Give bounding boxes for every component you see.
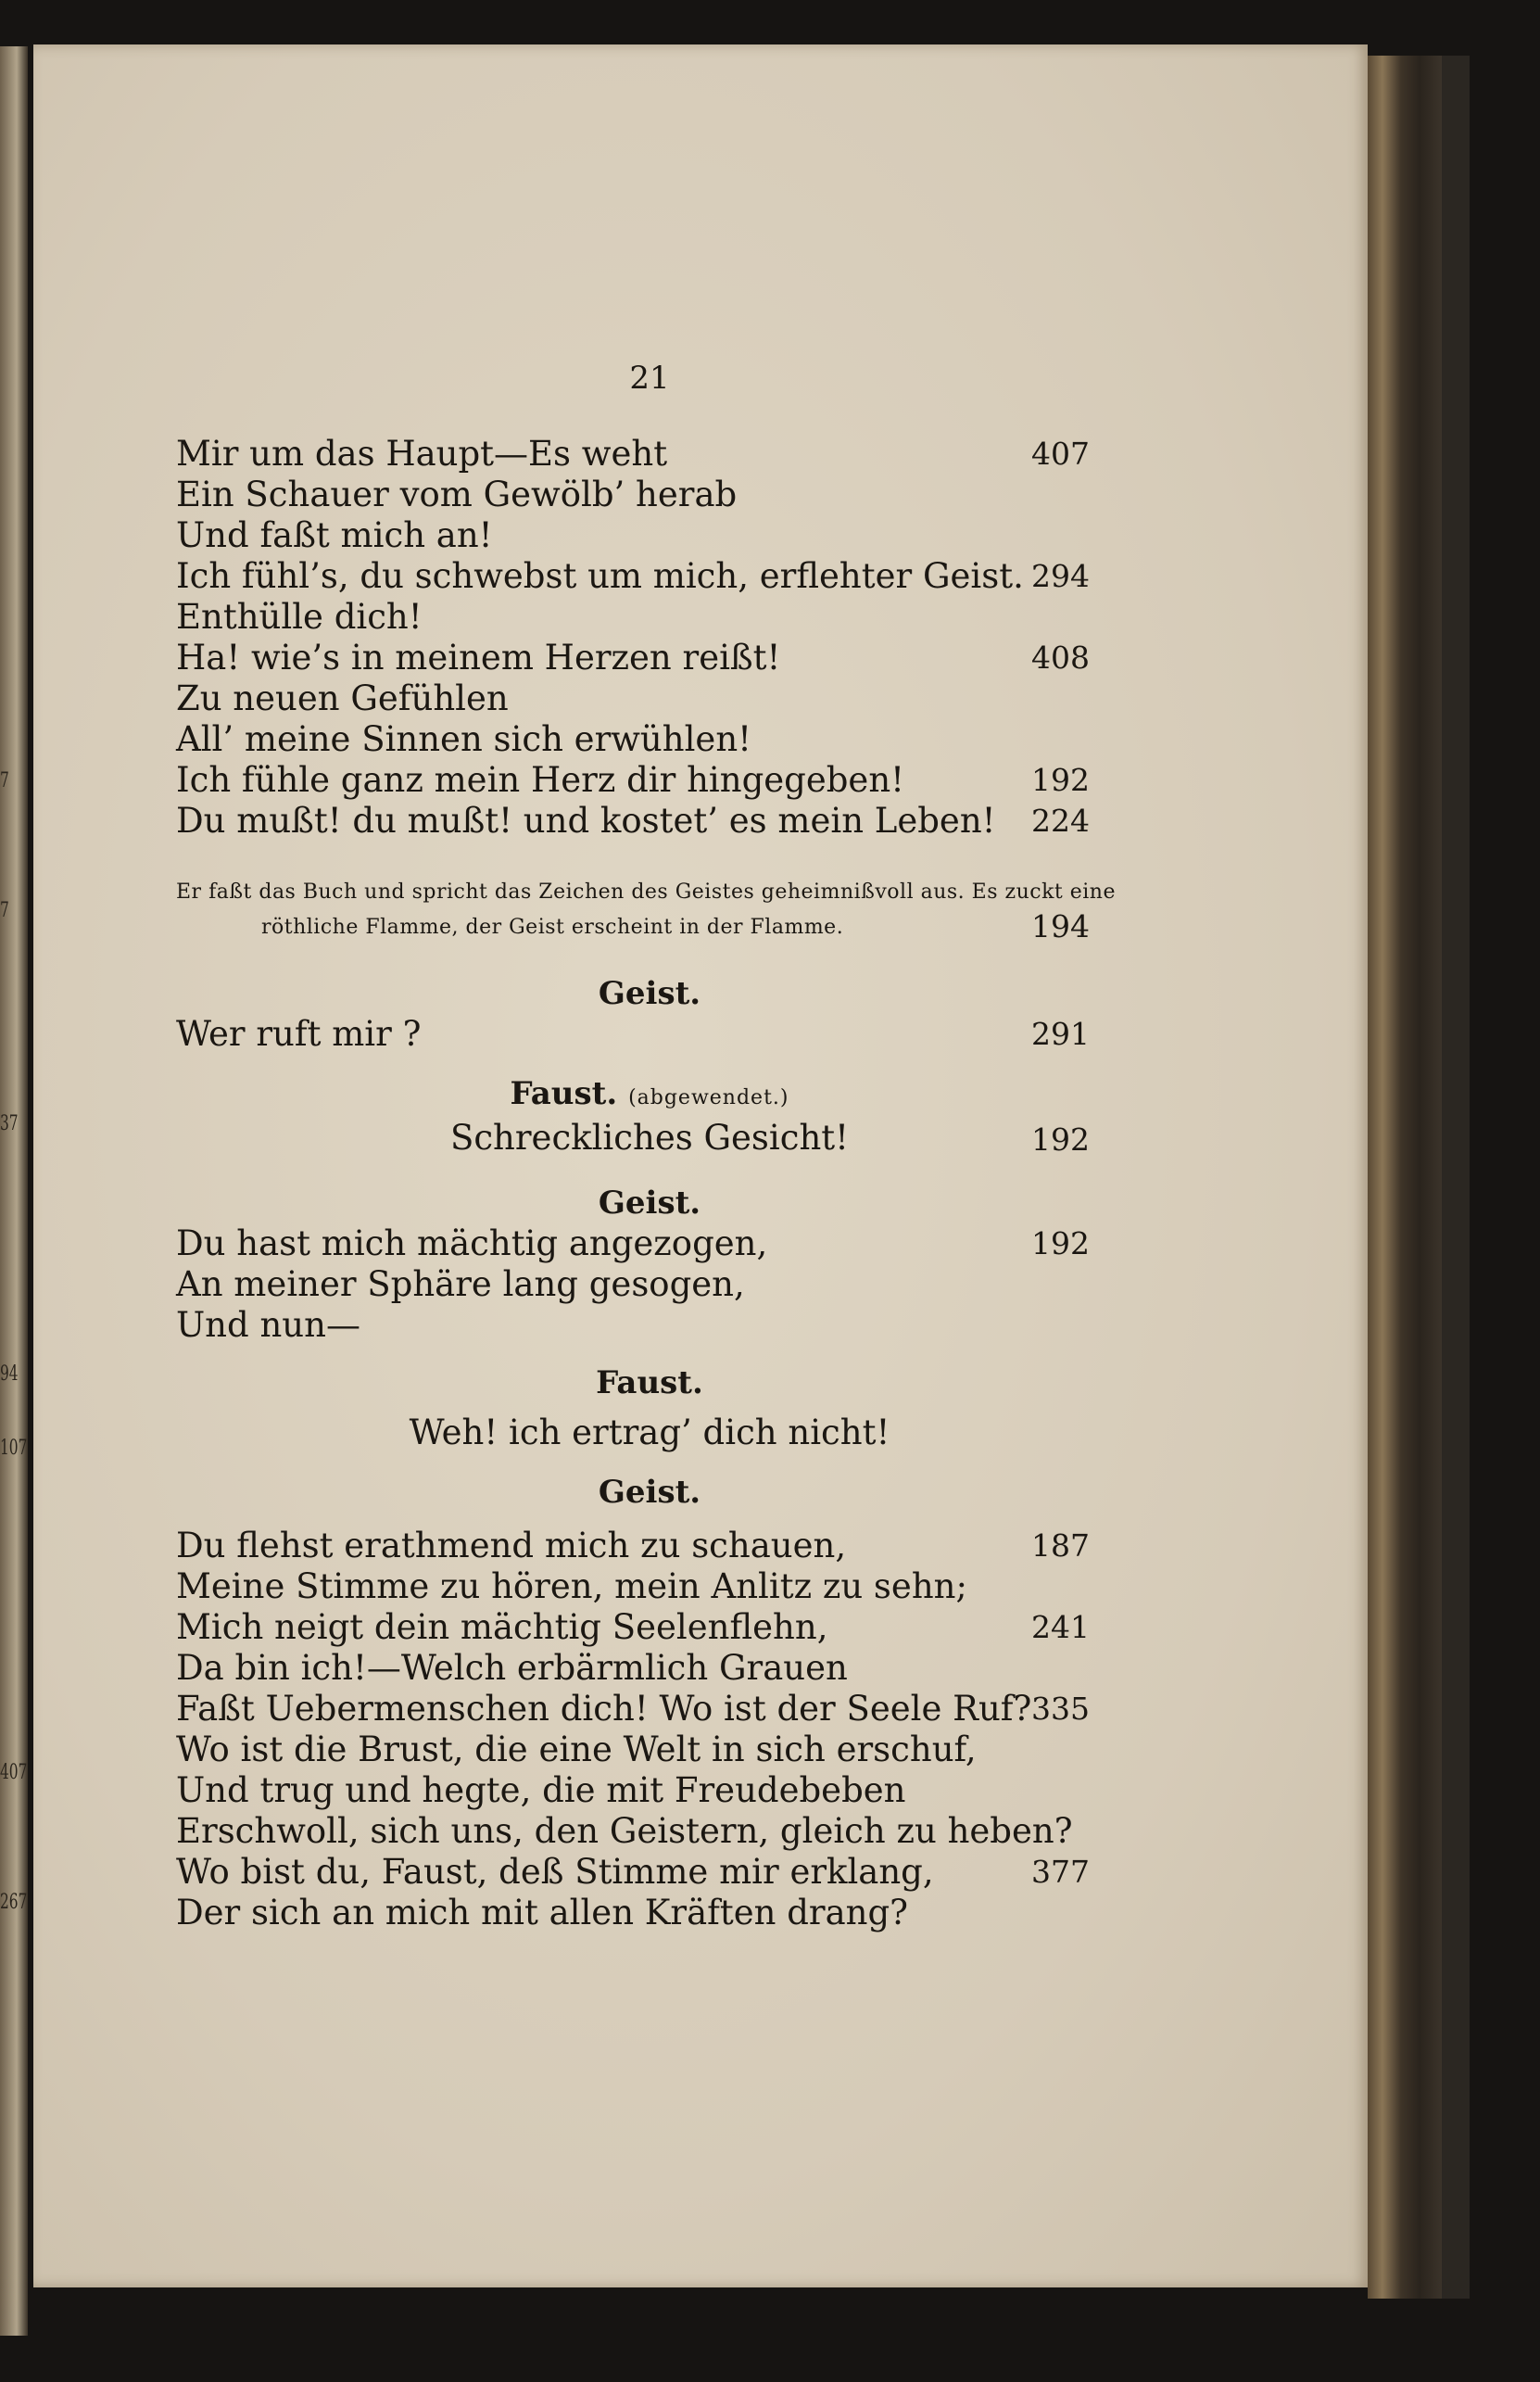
- verse-line: Und nun—: [176, 1305, 360, 1345]
- verse-line: Und faßt mich an!: [176, 515, 493, 555]
- verse-line: Schreckliches Gesicht!: [449, 1118, 850, 1158]
- page-number: 21: [629, 360, 670, 397]
- verse-line: Erschwoll, sich uns, den Geistern, gleich zu heben?: [176, 1811, 1073, 1851]
- line-reference: 224: [1031, 803, 1090, 839]
- verse-line: Wer ruft mir ?: [176, 1014, 422, 1054]
- verse-line: Enthülle dich!: [176, 597, 423, 637]
- line-reference: 294: [1031, 558, 1090, 594]
- verse-line: Und trug und hegte, die mit Freudebeben: [176, 1770, 906, 1810]
- speaker-heading: Faust.: [596, 1364, 703, 1401]
- verse-line: Mir um das Haupt—Es weht: [176, 434, 668, 474]
- line-reference: 408: [1031, 640, 1090, 676]
- book-spine: [1368, 56, 1442, 2299]
- speaker-name: Faust.: [510, 1075, 618, 1112]
- line-reference: 192: [1031, 1225, 1090, 1261]
- adjacent-page-edge: [0, 46, 28, 2336]
- stage-direction: röthliche Flamme, der Geist erscheint in der Flamme.: [261, 916, 844, 939]
- verse-line: Faßt Uebermenschen dich! Wo ist der Seele Ruf?: [176, 1689, 1032, 1729]
- line-reference: 194: [1031, 908, 1090, 944]
- verse-line: Du mußt! du mußt! und kostet’ es mein Leben!: [176, 801, 996, 841]
- line-reference: 335: [1031, 1691, 1090, 1727]
- book-page: [33, 44, 1368, 2287]
- verse-line: Wo bist du, Faust, deß Stimme mir erklang,: [176, 1852, 934, 1892]
- verse-line: An meiner Sphäre lang gesogen,: [176, 1264, 745, 1304]
- line-reference: 377: [1031, 1854, 1090, 1890]
- verse-line: Ha! wie’s in meinem Herzen reißt!: [176, 638, 781, 678]
- edge-number: 7: [0, 769, 9, 792]
- verse-line: Du hast mich mächtig angezogen,: [176, 1223, 768, 1263]
- line-reference: 187: [1031, 1527, 1090, 1564]
- edge-number: 7: [0, 899, 9, 922]
- stage-direction: Er faßt das Buch und spricht das Zeichen des Geistes geheimnißvoll aus. Es zuckt eine: [176, 881, 1116, 904]
- line-reference: 192: [1031, 762, 1090, 798]
- edge-number: 107: [0, 1437, 28, 1460]
- stage-aside: (abgewendet.): [628, 1086, 789, 1109]
- edge-number: 37: [0, 1112, 19, 1135]
- verse-line: Zu neuen Gefühlen: [176, 678, 509, 718]
- verse-line: Du flehst erathmend mich zu schauen,: [176, 1526, 847, 1565]
- speaker-heading: [33, 1073, 1266, 1119]
- verse-line: Da bin ich!—Welch erbärmlich Grauen: [176, 1648, 848, 1688]
- verse-line: Wo ist die Brust, die eine Welt in sich erschuf,: [176, 1729, 977, 1769]
- verse-line: Mich neigt dein mächtig Seelenflehn,: [176, 1607, 828, 1647]
- verse-line: Der sich an mich mit allen Kräften drang?: [176, 1893, 909, 1932]
- verse-line: Ein Schauer vom Gewölb’ herab: [176, 475, 738, 514]
- book-cover: [1442, 56, 1470, 2299]
- verse-line: Ich fühl’s, du schwebst um mich, erflehter Geist.: [176, 556, 1024, 596]
- speaker-heading: Geist.: [598, 1474, 701, 1511]
- edge-number: 267: [0, 1891, 28, 1914]
- line-reference: 407: [1031, 436, 1090, 472]
- edge-number: 407: [0, 1761, 28, 1784]
- verse-line: Meine Stimme zu hören, mein Anlitz zu sehn;: [176, 1566, 967, 1606]
- speaker-heading: Geist.: [598, 975, 701, 1012]
- verse-line: Ich fühle ganz mein Herz dir hingegeben!: [176, 760, 905, 800]
- line-reference: 192: [1031, 1121, 1090, 1158]
- edge-number: 94: [0, 1362, 19, 1386]
- verse-line: All’ meine Sinnen sich erwühlen!: [176, 719, 752, 759]
- line-reference: 291: [1031, 1016, 1090, 1052]
- speaker-heading: Geist.: [598, 1185, 701, 1222]
- verse-line: Weh! ich ertrag’ dich nicht!: [409, 1413, 890, 1452]
- line-reference: 241: [1031, 1609, 1090, 1645]
